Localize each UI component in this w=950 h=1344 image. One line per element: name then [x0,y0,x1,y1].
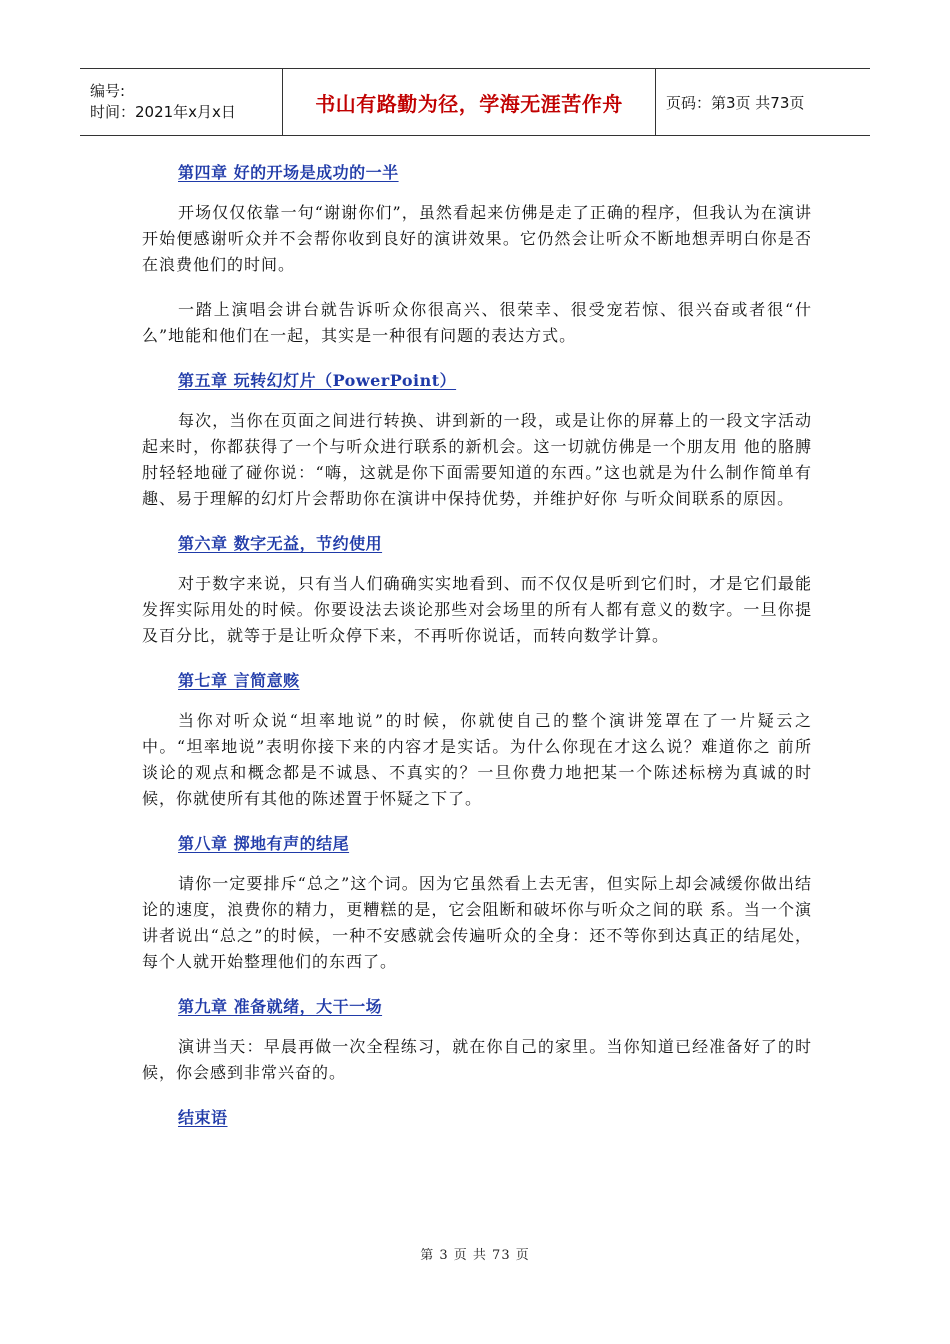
paragraph: 当你对听众说“坦率地说”的时候，你就使自己的整个演讲笼罩在了一片疑云之中。“坦率地说”表明你接下来的内容才是实话。为什么你现在才这么说？难道你之 前所谈论的观点和概念都是不诚恳、不真实的？一旦你费力地把某一个陈述标榜为真诚的时候，你就使所有其他的陈述置于怀疑之下了。 [142,711,812,808]
section-chapter-7 [142,668,812,691]
paragraph: 每次，当你在页面之间进行转换、讲到新的一段，或是让你的屏幕上的一段文字活动起来时，你都获得了一个与听众进行联系的新机会。这一切就仿佛是一个朋友用 他的胳膊肘轻轻地碰了碰你说：“嗨，这就是你下面需要知道的东西。”这也就是为什么制作简单有趣、易于理解的幻灯片会帮助你在演讲中保持优势，并维护好你 与听众间联系的原因。 [142,411,812,508]
section-heading[interactable]: 第六章 数字无益，节约使用 [178,534,383,553]
document-body [142,150,812,1128]
section-chapter-5 [142,368,812,391]
section-heading[interactable]: 第七章 言简意赅 [178,671,300,690]
page-header [80,68,870,136]
paragraph: 请你一定要排斥“总之”这个词。因为它虽然看上去无害，但实际上却会减缓你做出结论的速度，浪费你的精力，更糟糕的是，它会阻断和破坏你与听众之间的联 系。当一个演讲者说出“总之”的时候，一种不安感就会传遍听众的全身：还不等你到达真正的结尾处，每个人就开始整理他们的东西了。 [142,874,812,971]
header-motto-cell [282,69,656,135]
section-heading[interactable]: 结束语 [178,1108,228,1127]
section-chapter-8 [142,831,812,854]
page-label: 页码：第3页 共73页 [666,93,805,112]
header-page-cell [656,69,870,135]
section-conclusion [142,1105,812,1128]
date-label: 时间：2021年x月x日 [90,103,236,121]
section-chapter-4 [142,160,812,183]
section-chapter-6 [142,531,812,554]
section-chapter-9 [142,994,812,1017]
number-label: 编号: [90,82,126,100]
paragraph: 对于数字来说，只有当人们确确实实地看到、而不仅仅是听到它们时，才是它们最能发挥实际用处的时候。你要设法去谈论那些对会场里的所有人都有意义的数字。一旦你提及百分比，就等于是让听众停下来，不再听你说话，而转向数学计算。 [142,574,812,645]
section-heading[interactable]: 第八章 掷地有声的结尾 [178,834,350,853]
paragraph: 一踏上演唱会讲台就告诉听众你很高兴、很荣幸、很受宠若惊、很兴奋或者很“什么”地能和他们在一起，其实是一种很有问题的表达方式。 [142,300,812,345]
section-heading[interactable]: 第九章 准备就绪，大干一场 [178,997,383,1016]
paragraph: 演讲当天：早晨再做一次全程练习，就在你自己的家里。当你知道已经准备好了的时候，你会感到非常兴奋的。 [142,1037,812,1082]
page-footer: 第 3 页 共 73 页 [420,1248,530,1263]
section-heading[interactable]: 第四章 好的开场是成功的一半 [178,163,399,182]
header-meta [80,69,282,135]
paragraph: 开场仅仅依靠一句“谢谢你们”，虽然看起来仿佛是走了正确的程序，但我认为在演讲开始便感谢听众并不会帮你收到良好的演讲效果。它仍然会让听众不断地想弄明白你是否在浪费他们的时间。 [142,203,812,274]
motto: 书山有路勤为径，学海无涯苦作舟 [315,91,623,116]
section-heading[interactable]: 第五章 玩转幻灯片（PowerPoint） [178,371,457,390]
